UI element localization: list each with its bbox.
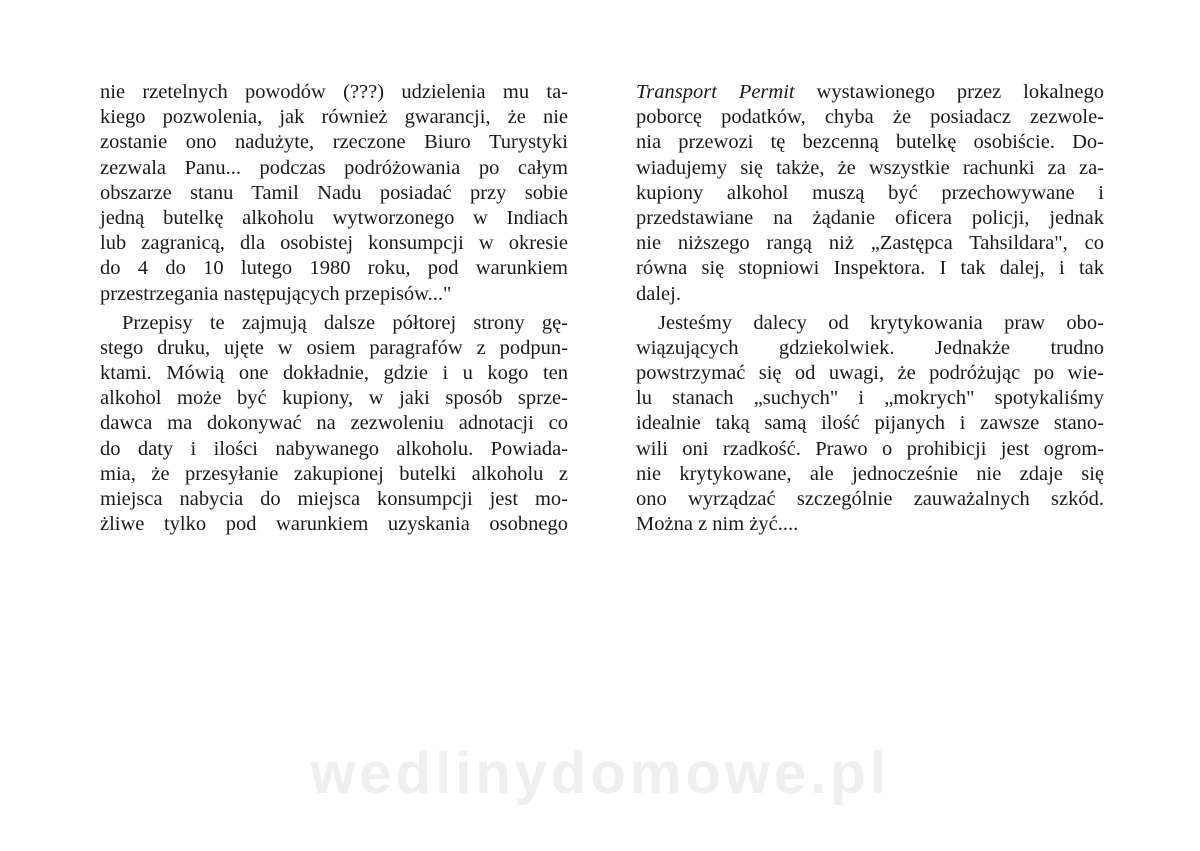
text-line: miejsca nabycia do miejsca konsumpcji jest mo- bbox=[100, 488, 568, 510]
text-line: nia przewozi tę bezcenną butelkę osobiście. Do- bbox=[636, 131, 1104, 154]
text-line: ono wyrządzać szczególnie zauważalnych szkód. bbox=[636, 488, 1104, 510]
text-line: wili oni rzadkość. Prawo o prohibicji jest ogrom- bbox=[636, 437, 1104, 460]
text-line: kiego pozwolenia, jak również gwarancji, że nie bbox=[100, 106, 568, 129]
text-line: lub zagranicą, dla osobistej konsumpcji w okresie bbox=[100, 232, 568, 255]
text-line bbox=[636, 80, 1104, 105]
text-line: zezwala Panu... podczas podróżowania po całym bbox=[100, 156, 568, 179]
text-line: Można z nim żyć.... bbox=[636, 513, 799, 536]
italic-term: Transport Permit bbox=[636, 81, 795, 103]
text-line: alkohol może być kupiony, w jaki sposób sprze- bbox=[100, 387, 568, 410]
text-line: do daty i ilości nabywanego alkoholu. Powiada- bbox=[100, 437, 568, 460]
text-line-rest: wystawionego przez lokalnego bbox=[794, 81, 1104, 103]
right-text-column bbox=[636, 80, 1104, 537]
text-line: do 4 do 10 lutego 1980 roku, pod warunkiem bbox=[100, 257, 568, 280]
text-line: jedną butelkę alkoholu wytworzonego w Indiach bbox=[100, 206, 568, 229]
text-line: nie niższego rangą niż „Zastępca Tahsildara", co bbox=[636, 232, 1104, 255]
text-line: dawca ma dokonywać na zezwoleniu adnotacji co bbox=[100, 412, 568, 435]
text-line: przestrzegania następujących przepisów..." bbox=[100, 282, 452, 305]
text-line: wiązujących gdziekolwiek. Jednakże trudno bbox=[636, 336, 1104, 359]
text-line: ktami. Mówią one dokładnie, gdzie i u kogo ten bbox=[100, 362, 568, 385]
text-line: zostanie ono nadużyte, rzeczone Biuro Turystyki bbox=[100, 131, 568, 154]
text-line: nie rzetelnych powodów (???) udzielenia mu ta- bbox=[100, 81, 568, 103]
text-line: mia, że przesyłanie zakupionej butelki alkoholu z bbox=[100, 462, 568, 485]
watermark: wedlinydomowe.pl bbox=[310, 741, 890, 806]
paragraph-start-line: Przepisy te zajmują dalsze półtorej strony gę- bbox=[122, 311, 568, 334]
text-line: powstrzymać się od uwagi, że podróżując po wie- bbox=[636, 362, 1104, 385]
text-line: równa się stopniowi Inspektora. I tak dalej, i tak bbox=[636, 257, 1104, 280]
left-text-column bbox=[100, 80, 568, 537]
text-line: idealnie taką samą ilość pijanych i zawsze stano- bbox=[636, 412, 1104, 435]
text-line: lu stanach „suchych" i „mokrych" spotykaliśmy bbox=[636, 387, 1104, 410]
text-line: obszarze stanu Tamil Nadu posiadać przy sobie bbox=[100, 181, 568, 204]
text-line: nie krytykowane, ale jednocześnie nie zdaje się bbox=[636, 462, 1104, 485]
text-line: kupiony alkohol muszą być przechowywane i bbox=[636, 181, 1104, 204]
paragraph-start-line: Jesteśmy dalecy od krytykowania praw obo- bbox=[658, 311, 1104, 334]
text-line: przedstawiane na żądanie oficera policji, jednak bbox=[636, 206, 1104, 229]
text-line: żliwe tylko pod warunkiem uzyskania osobnego bbox=[100, 513, 568, 536]
text-line: dalej. bbox=[636, 282, 681, 305]
text-line: poborcę podatków, chyba że posiadacz zezwole- bbox=[636, 106, 1104, 129]
text-line: wiadujemy się także, że wszystkie rachunki za za- bbox=[636, 156, 1104, 179]
text-line: stego druku, ujęte w osiem paragrafów z podpun- bbox=[100, 336, 568, 359]
